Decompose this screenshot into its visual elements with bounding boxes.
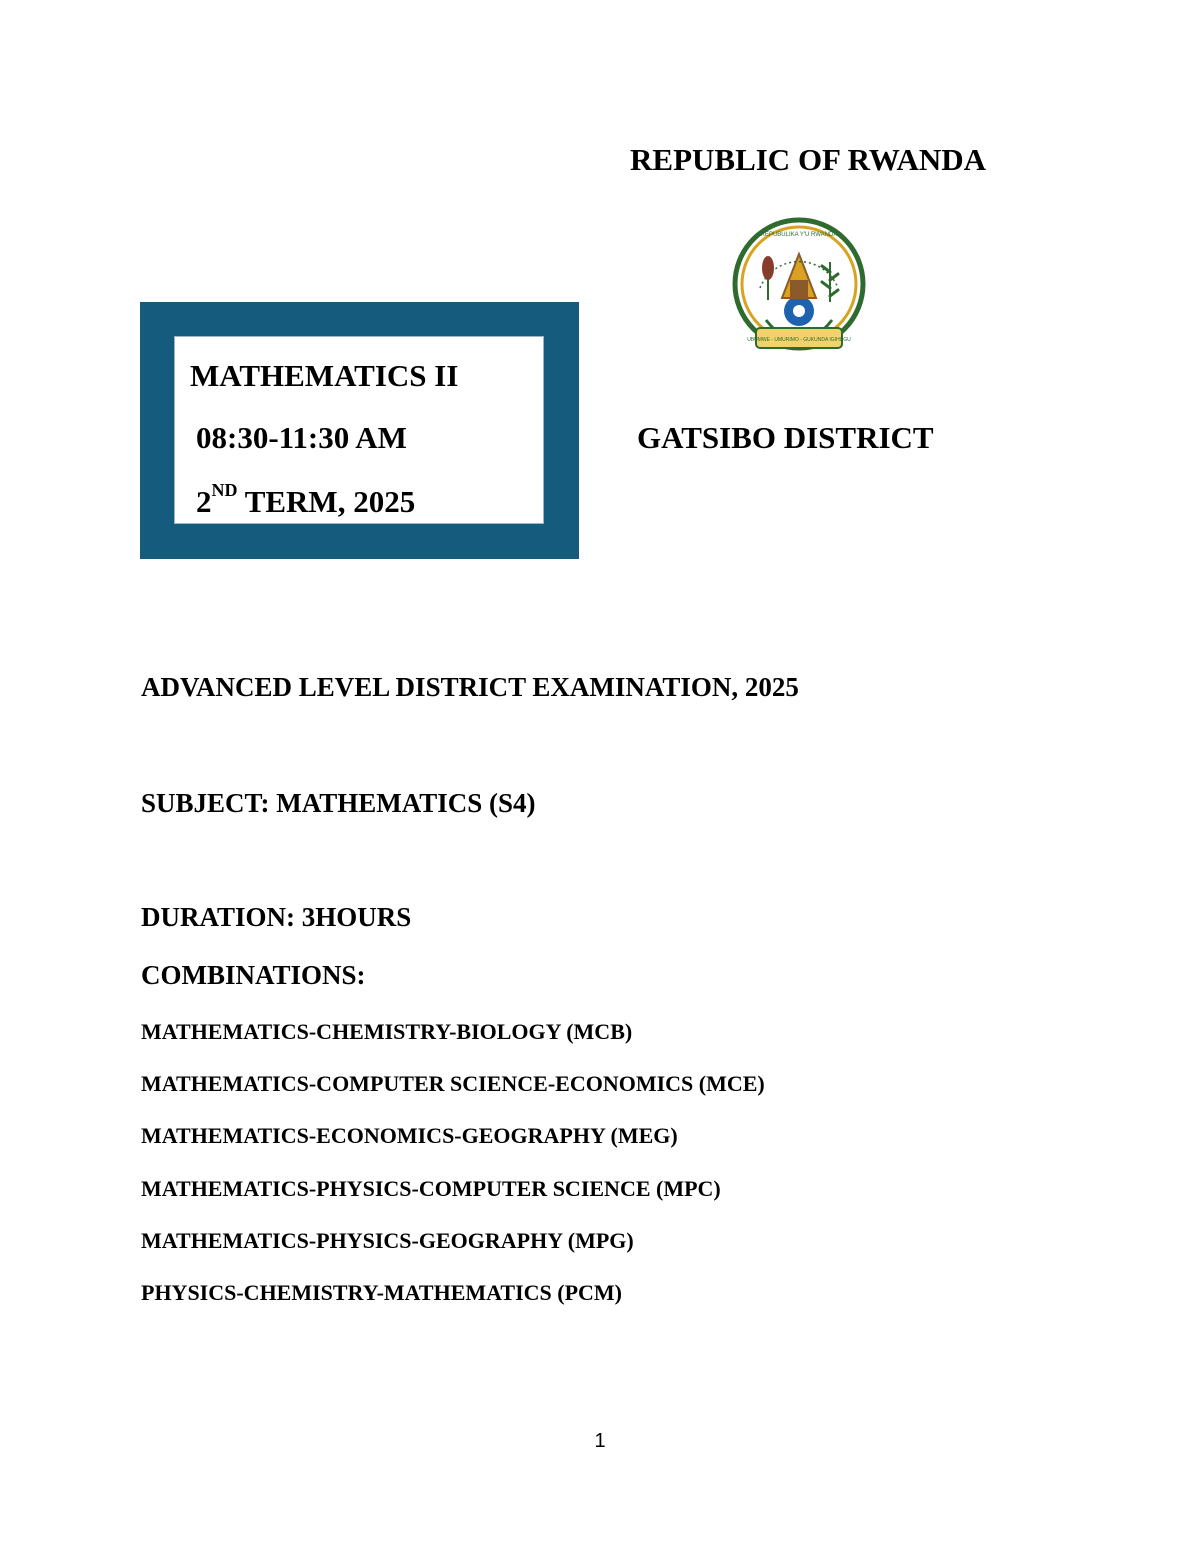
emblem-top-text: REPUBULIKA Y'U RWANDA bbox=[760, 232, 838, 238]
emblem-hut-door bbox=[790, 280, 808, 298]
combination-item: MATHEMATICS-COMPUTER SCIENCE-ECONOMICS (MCE) bbox=[141, 1071, 765, 1097]
country-heading: REPUBLIC OF RWANDA bbox=[630, 142, 987, 177]
combination-item: PHYSICS-CHEMISTRY-MATHEMATICS (PCM) bbox=[141, 1279, 623, 1305]
emblem-sorghum-icon bbox=[762, 256, 774, 280]
district-heading: GATSIBO DISTRICT bbox=[637, 420, 934, 455]
combination-item: MATHEMATICS-CHEMISTRY-BIOLOGY (MCB) bbox=[141, 1019, 633, 1044]
page-number: 1 bbox=[594, 1430, 606, 1452]
duration-line: DURATION: 3HOURS bbox=[141, 902, 412, 932]
combination-item: MATHEMATICS-ECONOMICS-GEOGRAPHY (MEG) bbox=[141, 1123, 678, 1149]
combination-item: MATHEMATICS-PHYSICS-GEOGRAPHY (MPG) bbox=[141, 1227, 634, 1253]
term-number: 2 bbox=[196, 484, 212, 519]
coat-of-arms-emblem bbox=[730, 216, 868, 362]
emblem-cogwheel-center bbox=[793, 305, 805, 317]
exam-time: 08:30-11:30 AM bbox=[196, 420, 407, 455]
emblem-motto-text: UBUMWE - UMURIMO - GUKUNDA IGIHUGU bbox=[747, 337, 851, 343]
exam-term bbox=[196, 480, 416, 520]
term-text: TERM, 2025 bbox=[237, 484, 416, 519]
combination-item: MATHEMATICS-PHYSICS-COMPUTER SCIENCE (MPC) bbox=[141, 1175, 721, 1201]
combinations-label: COMBINATIONS: bbox=[141, 960, 366, 990]
exam-title: ADVANCED LEVEL DISTRICT EXAMINATION, 2025 bbox=[141, 672, 799, 702]
term-suffix: ND bbox=[211, 480, 238, 500]
paper-title: MATHEMATICS II bbox=[190, 358, 459, 393]
subject-line: SUBJECT: MATHEMATICS (S4) bbox=[141, 788, 536, 818]
combinations-list bbox=[141, 1018, 765, 1331]
